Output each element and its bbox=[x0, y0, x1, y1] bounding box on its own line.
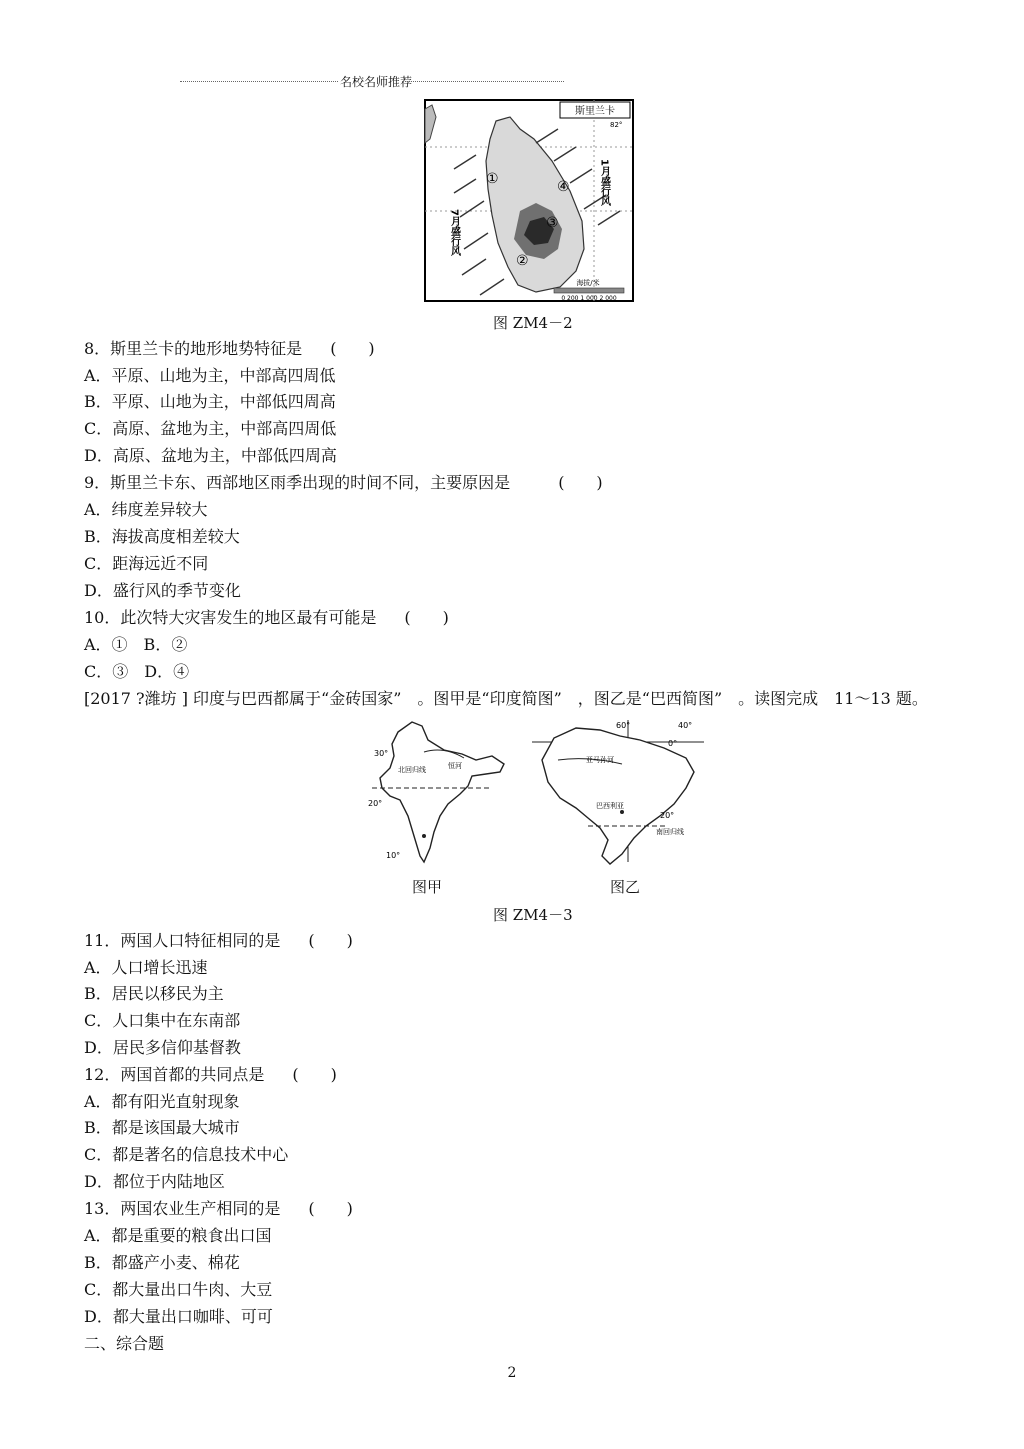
marker-1: ① bbox=[486, 171, 499, 187]
q12-option-c: C．都是著名的信息技术中心 bbox=[84, 1145, 289, 1164]
q13-option-c: C．都大量出口牛肉、大豆 bbox=[84, 1280, 273, 1299]
q8-option-a: A．平原、山地为主，中部高四周低 bbox=[84, 366, 336, 385]
q10-options-cd: C．③ D．④ bbox=[84, 662, 190, 681]
q9-option-d: D．盛行风的季节变化 bbox=[84, 581, 241, 600]
figure1-caption: 图 ZM4－2 bbox=[493, 314, 573, 332]
q13-option-b: B．都盛产小麦、棉花 bbox=[84, 1253, 240, 1272]
figure2-label-jia: 图甲 bbox=[412, 878, 443, 896]
india-label-20: 20° bbox=[368, 799, 383, 808]
india-label-10: 10° bbox=[386, 851, 401, 860]
sri-lanka-map bbox=[424, 99, 634, 302]
q10-options-ab: A．① B．② bbox=[84, 635, 188, 654]
header-text: 名校名师推荐 bbox=[340, 75, 413, 89]
india-label-30: 30° bbox=[374, 749, 389, 758]
page-header bbox=[180, 73, 564, 91]
page-number: 2 bbox=[507, 1365, 517, 1381]
brazil-label-0: 0° bbox=[668, 739, 678, 748]
q12-option-a: A．都有阳光直射现象 bbox=[84, 1092, 240, 1111]
q8-option-c: C．高原、盆地为主，中部高四周低 bbox=[84, 419, 337, 438]
india-label-ganges: 恒河 bbox=[448, 762, 462, 770]
brazil-map bbox=[528, 716, 704, 866]
india-map bbox=[364, 716, 516, 866]
intro-text: [2017 ?潍坊 ] 印度与巴西都属于“金砖国家” 。图甲是“印度简图” ，图乙是“巴西简图” 。读图完成 11～13 题。 bbox=[84, 689, 928, 708]
q11-option-d: D．居民多信仰基督教 bbox=[84, 1038, 241, 1057]
q9-option-a: A．纬度差异较大 bbox=[84, 500, 208, 519]
q11-option-b: B．居民以移民为主 bbox=[84, 984, 224, 1003]
q9-option-b: B．海拔高度相差较大 bbox=[84, 527, 240, 546]
label-monsoon-sw: 7月盛行风 bbox=[448, 209, 460, 256]
brazil-label-tropic: 南回归线 bbox=[656, 828, 684, 836]
q8-stem: 8．斯里兰卡的地形地势特征是 ( ) bbox=[84, 339, 375, 358]
q8-option-b: B．平原、山地为主，中部低四周高 bbox=[84, 392, 336, 411]
q12-option-d: D．都位于内陆地区 bbox=[84, 1172, 225, 1191]
brazil-label-amazon: 亚马孙河 bbox=[586, 756, 614, 764]
q13-option-a: A．都是重要的粮食出口国 bbox=[84, 1226, 272, 1245]
map-title: 斯里兰卡 bbox=[575, 106, 615, 117]
section-heading: 二、综合题 bbox=[84, 1334, 165, 1353]
q8-option-d: D．高原、盆地为主，中部低四周高 bbox=[84, 446, 337, 465]
q11-stem: 11．两国人口特征相同的是 ( ) bbox=[84, 931, 353, 950]
figure2-label-yi: 图乙 bbox=[610, 878, 641, 896]
legend-label: 海拔/米 bbox=[576, 279, 600, 287]
q11-option-c: C．人口集中在东南部 bbox=[84, 1011, 241, 1030]
label-monsoon-ne: 1月盛行风 bbox=[598, 159, 610, 206]
brazil-label-40: 40° bbox=[678, 721, 693, 730]
q10-stem: 10．此次特大灾害发生的地区最有可能是 ( ) bbox=[84, 608, 449, 627]
q12-option-b: B．都是该国最大城市 bbox=[84, 1118, 240, 1137]
marker-4: ④ bbox=[557, 179, 570, 195]
brazil-label-brasilia: 巴西利亚 bbox=[596, 802, 624, 810]
marker-2: ② bbox=[516, 253, 529, 269]
legend-values: 0 200 1 000 2 000 bbox=[561, 295, 617, 302]
figure2-caption: 图 ZM4－3 bbox=[493, 906, 573, 924]
q12-stem: 12．两国首都的共同点是 ( ) bbox=[84, 1065, 337, 1084]
q11-option-a: A．人口增长迅速 bbox=[84, 958, 208, 977]
q9-stem: 9．斯里兰卡东、西部地区雨季出现的时间不同，主要原因是 ( ) bbox=[84, 473, 603, 492]
lon-label: 82° bbox=[610, 121, 623, 129]
q13-option-d: D．都大量出口咖啡、可可 bbox=[84, 1307, 273, 1326]
q13-stem: 13．两国农业生产相同的是 ( ) bbox=[84, 1199, 353, 1218]
marker-3: ③ bbox=[546, 215, 559, 231]
brazil-label-20: 20° bbox=[660, 811, 675, 820]
brazil-label-60: 60° bbox=[616, 721, 631, 730]
india-label-tropic: 北回归线 bbox=[398, 766, 426, 774]
q9-option-c: C．距海远近不同 bbox=[84, 554, 209, 573]
